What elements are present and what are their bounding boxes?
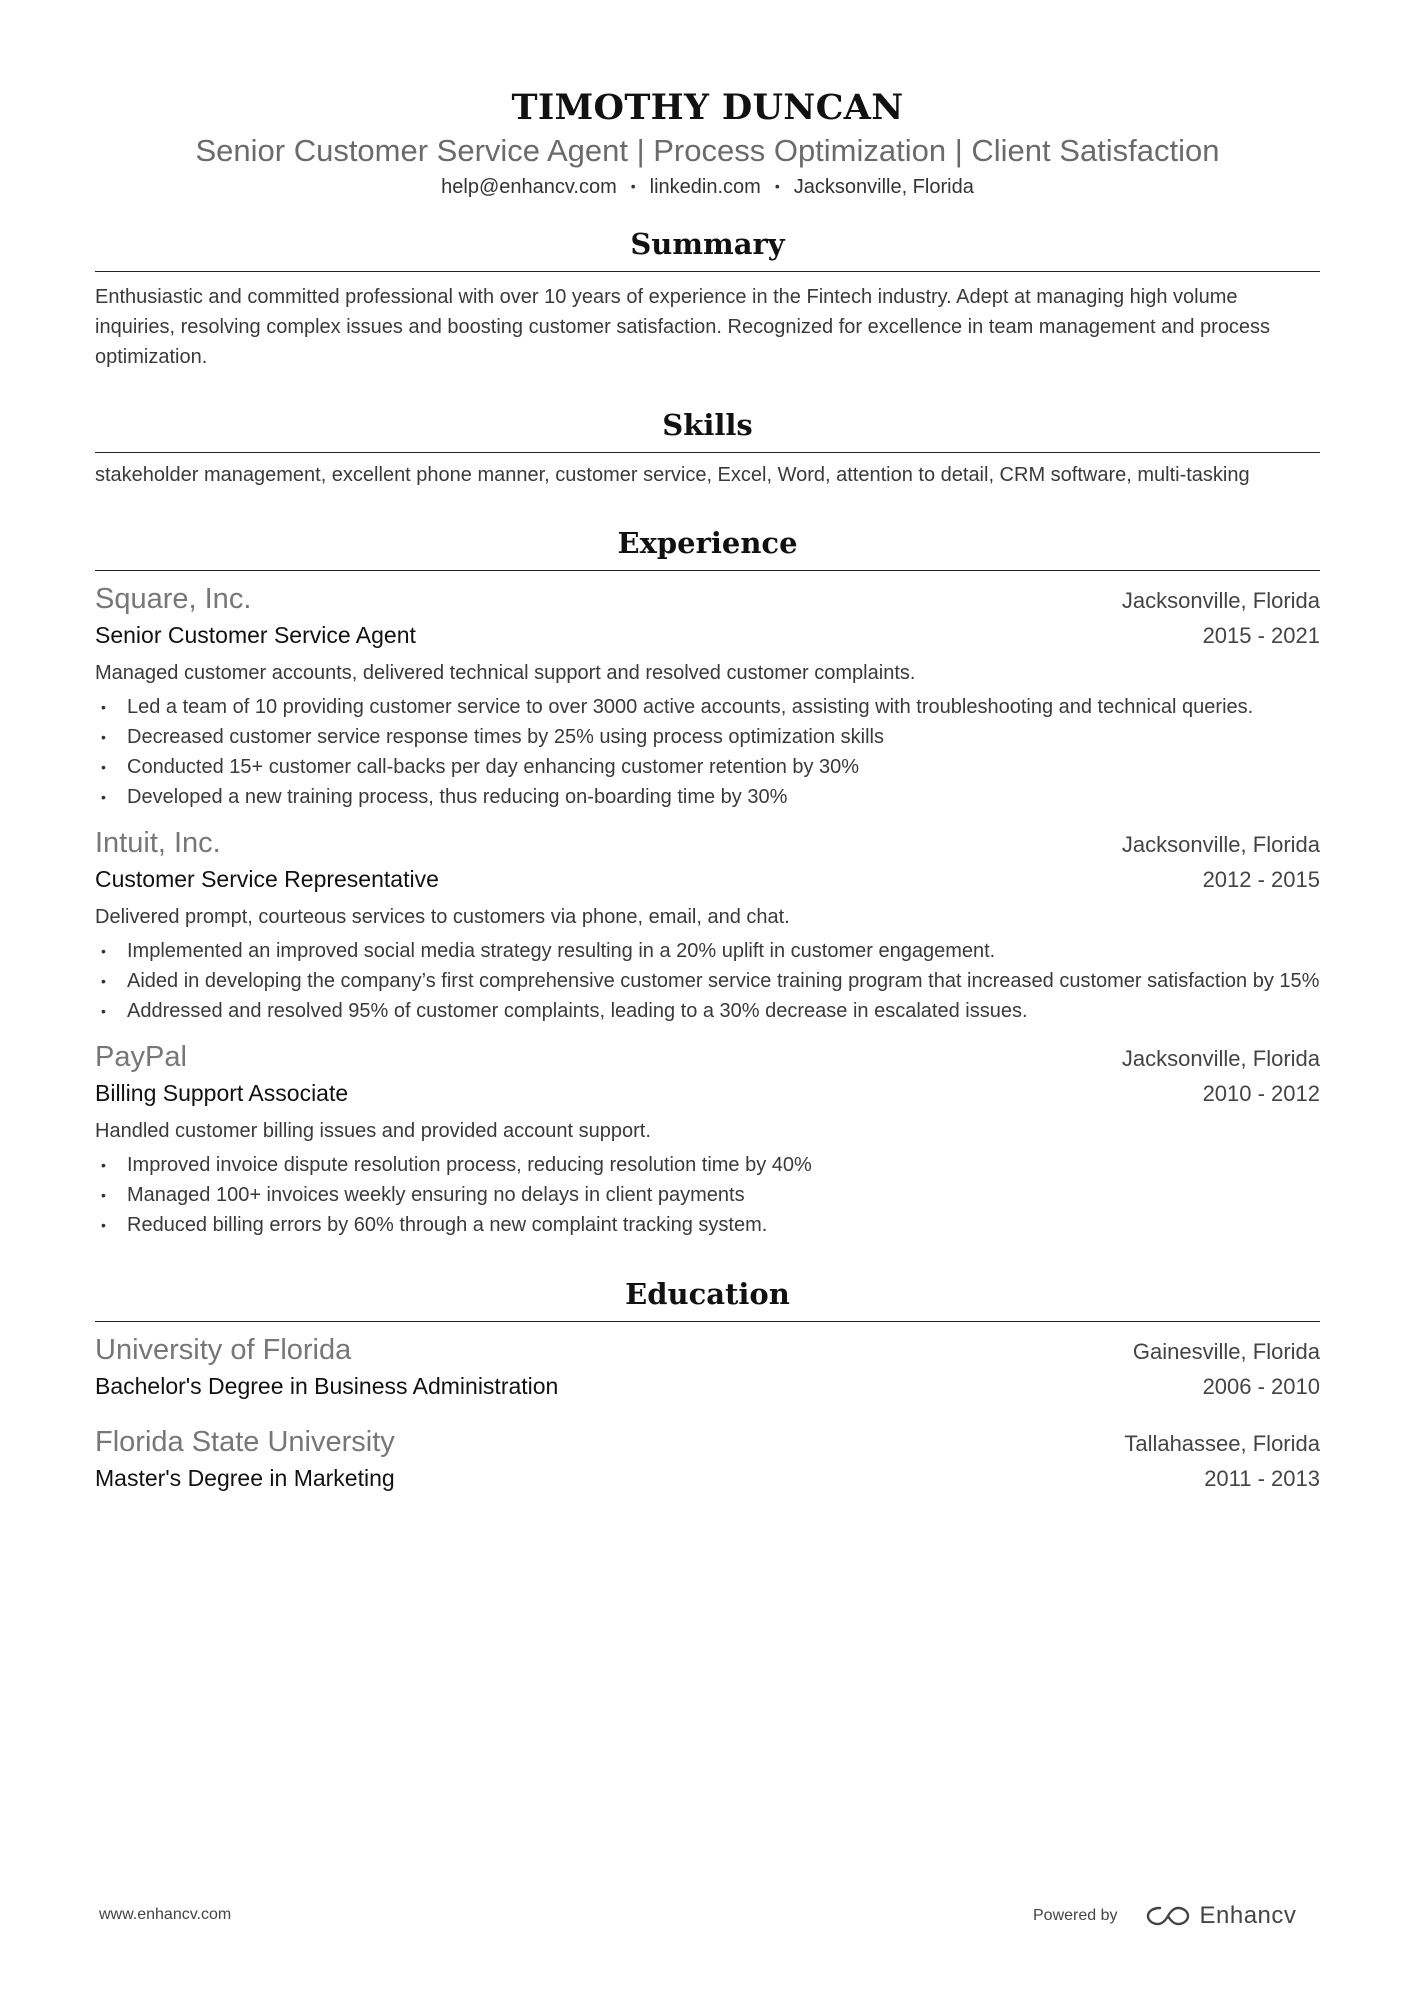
page-footer	[0, 1898, 1410, 1938]
education-entry	[95, 1424, 1320, 1495]
education-degree: Bachelor's Degree in Business Administration	[95, 1373, 559, 1399]
job-location: Jacksonville, Florida	[1121, 832, 1320, 857]
candidate-name: TIMOTHY DUNCAN	[511, 87, 904, 128]
candidate-tagline: Senior Customer Service Agent | Process Optimization | Client Satisfaction	[195, 133, 1220, 168]
job-dates: 2015 - 2021	[1202, 623, 1320, 648]
footer-website-link[interactable]: www.enhancv.com	[99, 1906, 232, 1923]
contact-linkedin[interactable]: linkedin.com	[649, 176, 761, 198]
job-bullet: • Decreased customer service response times by 25% using process optimization skills	[101, 726, 884, 748]
skills-text: stakeholder management, excellent phone manner, customer service, Excel, Word, attention to detail, CRM software, multi-tasking	[95, 464, 1250, 486]
job-dates: 2012 - 2015	[1202, 867, 1320, 892]
job-role: Billing Support Associate	[95, 1080, 349, 1106]
resume-page	[95, 0, 1320, 1495]
job-entry	[95, 825, 1320, 1026]
resume-header	[95, 0, 1320, 200]
job-location: Jacksonville, Florida	[1121, 588, 1320, 613]
education-section	[95, 1276, 1320, 1495]
contact-email[interactable]: help@enhancv.com	[441, 176, 617, 198]
job-company: Square, Inc.	[95, 583, 252, 615]
bullet-separator: •	[774, 178, 780, 194]
powered-by-label: Powered by	[1033, 1907, 1118, 1924]
experience-section	[95, 525, 1320, 1240]
education-dates: 2011 - 2013	[1204, 1466, 1320, 1491]
job-bullet: • Addressed and resolved 95% of customer complaints, leading to a 30% decrease in escalated issues.	[101, 1000, 1028, 1022]
section-title-experience: Experience	[95, 525, 1320, 571]
job-description: Handled customer billing issues and provided account support.	[95, 1120, 651, 1142]
job-company: Intuit, Inc.	[95, 827, 221, 859]
job-dates: 2010 - 2012	[1202, 1081, 1320, 1106]
education-dates: 2006 - 2010	[1202, 1374, 1320, 1399]
summary-text: Enthusiastic and committed professional with over 10 years of experience in the Fintech industry. Adept at managing high volume inquiries, resolving complex issues and boosting customer satisfaction. Recognized for excellence in team management and process optimization.	[95, 286, 1271, 368]
job-entry	[95, 581, 1320, 812]
job-location: Jacksonville, Florida	[1121, 1046, 1320, 1071]
job-entry	[95, 1039, 1320, 1240]
job-role: Senior Customer Service Agent	[95, 622, 416, 648]
job-bullets	[95, 936, 1320, 1026]
job-bullet: • Conducted 15+ customer call-backs per day enhancing customer retention by 30%	[101, 756, 860, 778]
contact-line	[95, 173, 1320, 200]
job-bullet: • Implemented an improved social media strategy resulting in a 20% uplift in customer engagement.	[101, 940, 996, 962]
job-description: Delivered prompt, courteous services to customers via phone, email, and chat.	[95, 906, 790, 928]
job-bullet: • Improved invoice dispute resolution process, reducing resolution time by 40%	[101, 1154, 812, 1176]
education-location: Gainesville, Florida	[1132, 1339, 1320, 1364]
education-entry	[95, 1332, 1320, 1403]
job-role: Customer Service Representative	[95, 866, 439, 892]
summary-section	[95, 226, 1320, 372]
job-description: Managed customer accounts, delivered technical support and resolved customer complaints.	[95, 662, 916, 684]
enhancv-logo	[1144, 1902, 1297, 1930]
job-bullet: • Developed a new training process, thus reducing on-boarding time by 30%	[101, 786, 788, 808]
job-bullet: • Led a team of 10 providing customer service to over 3000 active accounts, assisting with troubleshooting and technical queries.	[101, 696, 1254, 718]
job-bullet: • Aided in developing the company’s first comprehensive customer service training program that increased customer satisfaction by 15%	[101, 970, 1320, 992]
job-bullets	[95, 1150, 1320, 1240]
enhancv-logo-icon	[1144, 1904, 1192, 1928]
education-location: Tallahassee, Florida	[1124, 1431, 1320, 1456]
powered-by-badge[interactable]	[1033, 1902, 1296, 1930]
section-title-summary: Summary	[95, 226, 1320, 272]
education-school: Florida State University	[95, 1426, 395, 1458]
job-bullet: • Managed 100+ invoices weekly ensuring no delays in client payments	[101, 1184, 745, 1206]
education-school: University of Florida	[95, 1334, 352, 1366]
education-degree: Master's Degree in Marketing	[95, 1465, 395, 1491]
brand-name: Enhancv	[1199, 1902, 1297, 1929]
job-company: PayPal	[95, 1041, 187, 1073]
bullet-separator: •	[630, 178, 636, 194]
section-title-education: Education	[95, 1276, 1320, 1322]
job-bullets	[95, 692, 1320, 812]
section-title-skills: Skills	[95, 407, 1320, 453]
job-bullet: • Reduced billing errors by 60% through a new complaint tracking system.	[101, 1214, 768, 1236]
contact-location: Jacksonville, Florida	[793, 176, 974, 198]
skills-section	[95, 407, 1320, 489]
